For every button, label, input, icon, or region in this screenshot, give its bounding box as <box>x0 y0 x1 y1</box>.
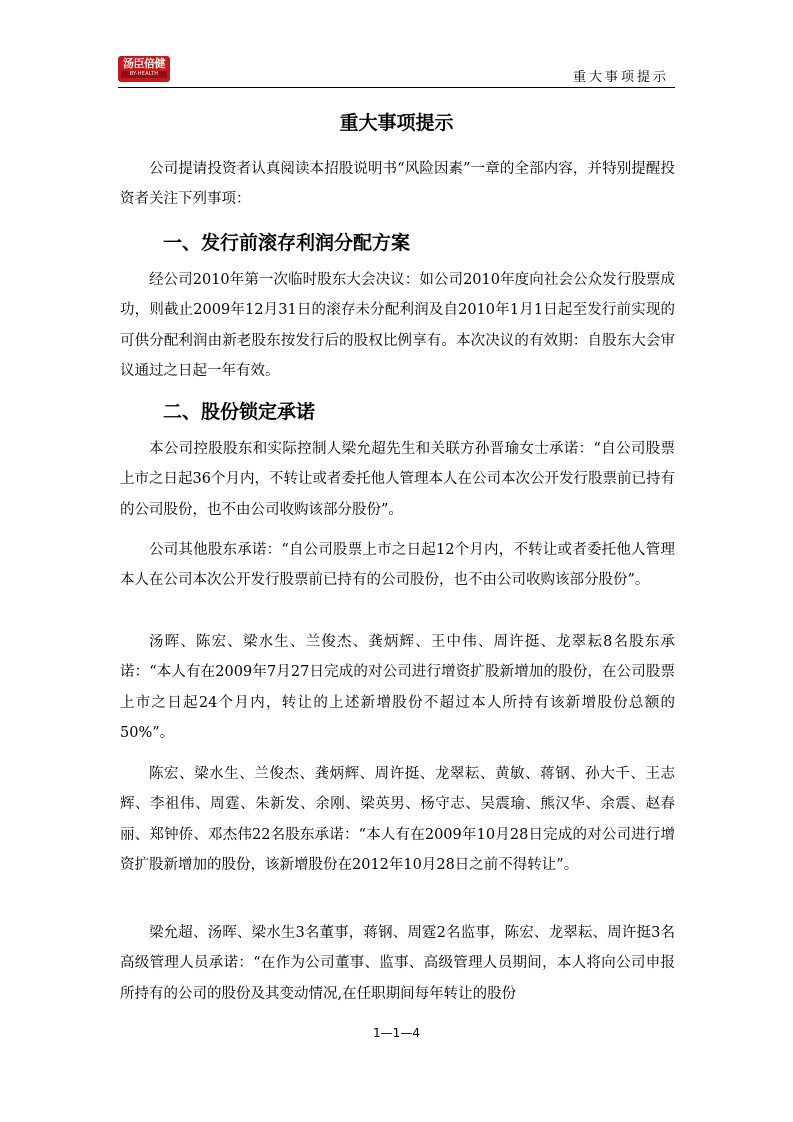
section-2-paragraph-1: 本公司控股股东和实际控制人梁允超先生和关联方孙晋瑜女士承诺：“自公司股票上市之日起36个月内，不转让或者委托他人管理本人在公司本次公开发行股票前已持有的公司股份，也不由公司收购该部分股份”。 <box>120 441 675 518</box>
header-section-title: 重大事项提示 <box>572 70 669 85</box>
section-2-paragraph-3: 汤晖、陈宏、梁水生、兰俊杰、龚炳辉、王中伟、周许挺、龙翠耘8名股东承诺：“本人有在2009年7月27日完成的对公司进行增资扩股新增加的股份，在公司股票上市之日起24个月内，转让的上述新增股份不超过本人所持有该新增股份总额的50%”。 <box>120 634 675 741</box>
page-number: 1—1—4 <box>373 1026 420 1040</box>
section-2-paragraph-5: 梁允超、汤晖、梁水生3名董事，蒋钢、周霆2名监事，陈宏、龙翠耘、周许挺3名高级管理人员承诺：“在作为公司董事、监事、高级管理人员期间，本人将向公司申报所持有的公司的股份及其变动情况,在任职期间每年转让的股份 <box>120 925 675 1002</box>
section-2-heading: 二、股份锁定承诺 <box>163 401 316 423</box>
section-1-paragraph: 经公司2010年第一次临时股东大会决议：如公司2010年度向社会公众发行股票成功，则截止2009年12月31日的滚存未分配利润及自2010年1月1日起至发行前实现的可供分配利润由新老股东按发行后的股权比例享有。本次决议的有效期：自股东大会审议通过之日起一年有效。 <box>120 272 675 379</box>
page-title: 重大事项提示 <box>339 112 454 134</box>
section-2-paragraph-2: 公司其他股东承诺：“自公司股票上市之日起12个月内，不转让或者委托他人管理本人在公司本次公开发行股票前已持有的公司股份，也不由公司收购该部分股份”。 <box>120 542 675 589</box>
logo-subtext: BY-HEALTH <box>121 71 167 78</box>
intro-paragraph: 公司提请投资者认真阅读本招股说明书“风险因素”一章的全部内容，并特别提醒投资者关注下列事项： <box>120 161 675 208</box>
section-1-heading: 一、发行前滚存利润分配方案 <box>163 232 411 254</box>
page-header <box>118 54 675 88</box>
section-2-paragraph-4: 陈宏、梁水生、兰俊杰、龚炳辉、周许挺、龙翠耘、黄敏、蒋钢、孙大千、王志辉、李祖伟、周霆、朱新发、余刚、梁英男、杨守志、吴震瑜、熊汉华、余震、赵春丽、郑钟侨、邓杰伟22名股东承诺：“本人有在2009年10月28日完成的对公司进行增资扩股新增加的股份，该新增股份在2012年10月28日之前不得转让”。 <box>120 766 675 873</box>
company-logo <box>118 56 170 82</box>
logo-text: 汤臣倍健 <box>123 57 165 70</box>
header-divider <box>118 87 675 88</box>
